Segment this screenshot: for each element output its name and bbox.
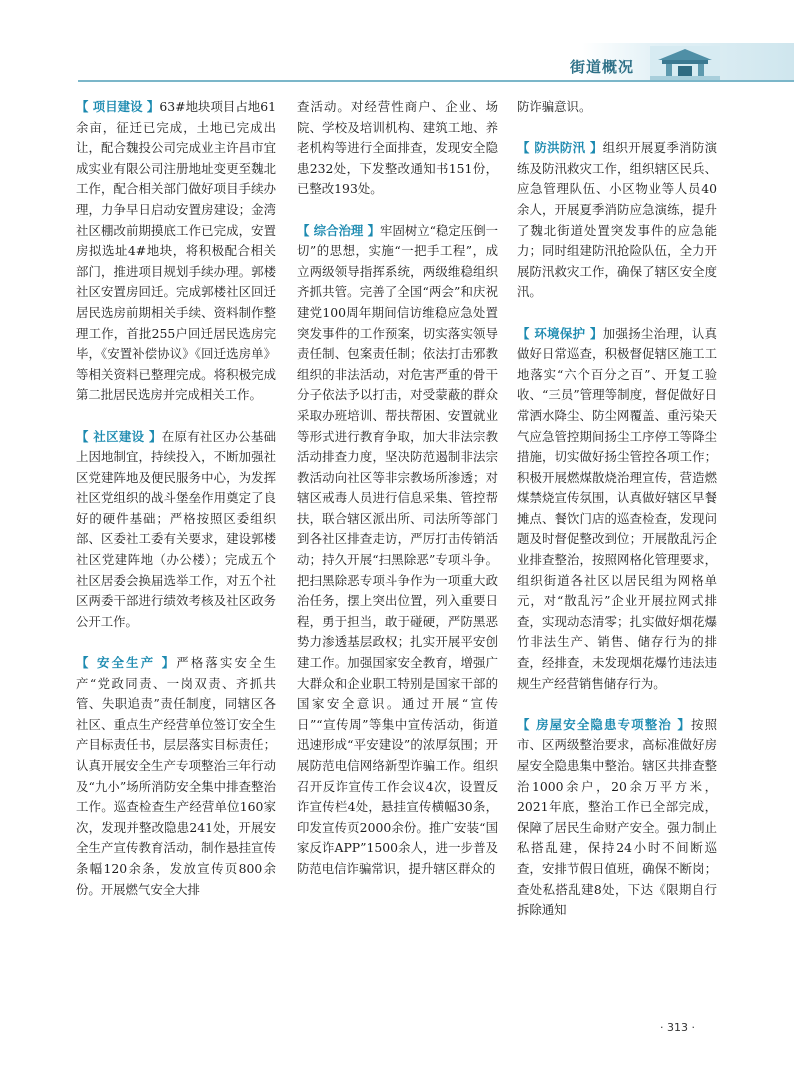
paragraph-text: 查活动。对经营性商户、企业、场院、学校及培训机构、建筑工地、养老机构等进行全面排查，发现安全隐患232处，下发整改通知书151份，已整改193处。 bbox=[297, 99, 498, 197]
section-heading: 【 房屋安全隐患专项整治 】 bbox=[517, 716, 692, 732]
paragraph-text: 牢固树立“稳定压倒一切”的思想，实施“一把手工程”，成立两级领导指挥系统，两级维稳组织齐抓共管。完善了全国“两会”和庆祝建党100周年期间信访维稳应急处置突发事件的工作预案，切实落实领导责任制、包案责任制；依法打击邪教组织的非法活动，对危害严重的骨干分子依法予以打击，对受蒙蔽的群众采取办班培训、帮扶帮困、安置就业等形式进行教育争取，加大非法宗教活动排查力度，坚决防范遏制非法宗教活动向社区等非宗教场所渗透；对辖区戒毒人员进行信息采集、管控帮扶，联合辖区派出所、司法所等部门到各社区排查走访，严厉打击传销活动；持久开展“扫黑除恶”专项斗争。把扫黑除恶专项斗争作为一项重大政治任务，摆上突出位置，列入重要日程，勇于担当，敢于碰硬，严防黑恶势力渗透基层政权；扎实开展平安创建工作。加强国家安全教育，增强广大群众和企业职工特别是国家干部的国家安全意识。通过开展“宣传日”“宣传周”等集中宣传活动，街道迅速形成“平安建设”的浓厚氛围；开展防范电信网络新型诈骗工作。组织召开反诈宣传工作会议4次，设置反诈宣传栏4处，悬挂宣传横幅30条，印发宣传页2000余份。推广安装“国家反诈APP”1500余人，进一步普及防范电信诈骗常识，提升辖区群众的 bbox=[297, 222, 498, 876]
section-heading: 【 环境保护 】 bbox=[517, 325, 603, 341]
paragraph bbox=[517, 324, 717, 695]
paragraph-text: 严格落实安全生产“党政同责、一岗双责、齐抓共管、失职追责”责任制度，同辖区各社区、重点生产经营单位签订安全生产目标责任书，层层落实目标责任；认真开展安全生产专项整治三年行动及“九小”场所消防安全集中排查整治工作。巡查检查生产经营单位160家次，发现并整改隐患241处，开展安全生产宣传教育活动，制作悬挂宣传条幅120余条，发放宣传页800余份。开展燃气安全大排 bbox=[76, 655, 276, 897]
paragraph bbox=[76, 97, 276, 406]
page-number: · 313 · bbox=[660, 1021, 695, 1034]
building-gate-icon bbox=[650, 46, 720, 82]
paragraph bbox=[76, 653, 276, 900]
paragraph-text: 63#地块项目占地61余亩，征迁已完成，土地已完成出让，配合魏投公司完成业主许昌市宜成实业有限公司注册地址变更至魏北工作，配合相关部门做好项目手续办理，力争早日启动安置房建设；金湾社区棚改前期摸底工作已完成，安置房拟选址4#地块，将积极配合相关部门，推进项目规划手续办理。郭楼社区安置房回迁。完成郭楼社区回迁居民选房前期相关手续、资料制作整理工作，首批255户回迁居民选房完毕，《安置补偿协议》《回迁选房单》等相关资料已整理完成。将积极完成第二批居民选房并完成相关工作。 bbox=[76, 99, 276, 403]
section-heading: 【 项目建设 】 bbox=[76, 99, 160, 114]
header-rule bbox=[78, 80, 794, 82]
section-heading: 【 综合治理 】 bbox=[297, 222, 381, 238]
text-column-2 bbox=[297, 97, 498, 1022]
paragraph-text: 防诈骗意识。 bbox=[517, 99, 592, 114]
text-column-1 bbox=[76, 97, 276, 1022]
paragraph-text: 组织开展夏季消防演练及防汛救灾工作，组织辖区民兵、应急管理队伍、小区物业等人员40余人，开展夏季消防应急演练，提升了魏北街道处置突发事件的应急能力；同时组建防汛抢险队伍，全力开展防汛救灾工作，确保了辖区安全度汛。 bbox=[517, 140, 717, 300]
paragraph bbox=[517, 138, 717, 303]
section-heading: 【 防洪防汛 】 bbox=[517, 140, 603, 156]
text-column-3 bbox=[517, 97, 717, 1022]
paragraph bbox=[517, 97, 717, 118]
paragraph bbox=[76, 427, 276, 633]
paragraph bbox=[297, 97, 498, 200]
paragraph-text: 按照市、区两级整治要求，高标准做好房屋安全隐患集中整治。辖区共排查整治1000余户，20余万平方米，2021年底，整治工作已全部完成，保障了居民生命财产安全。强力制止私搭乱建，保持24小时不间断巡查，安排节假日值班，确保不断岗；查处私搭乱建8处，下达《限期自行拆除通知 bbox=[517, 716, 717, 918]
paragraph-text: 加强扬尘治理，认真做好日常巡查，积极督促辖区施工工地落实“六个百分之百”、开复工验收、“三员”管理等制度，督促做好日常洒水降尘、防尘网覆盖、重污染天气应急管控期间扬尘工序停工等降尘措施，切实做好扬尘管控各项工作；积极开展燃煤散烧治理宣传，营造燃煤禁烧宣传氛围，认真做好辖区早餐摊点、餐饮门店的巡查检查，发现问题及时督促整改到位；开展散乱污企业排查整治，按照网格化管理要求，组织街道各社区以居民组为网格单元，对“散乱污”企业开展拉网式排查，实现动态清零；扎实做好烟花爆竹非法生产、销售、储存行为的排查，经排查，未发现烟花爆竹违法违规生产经营销售储存行为。 bbox=[517, 325, 717, 691]
section-heading: 【 安全生产 】 bbox=[76, 655, 177, 671]
section-title: 街道概况 bbox=[570, 58, 635, 76]
paragraph bbox=[517, 715, 717, 921]
section-heading: 【 社区建设 】 bbox=[76, 428, 162, 444]
paragraph-text: 在原有社区办公基础上因地制宜，持续投入，不断加强社区党建阵地及便民服务中心，为发挥社区党组织的战斗堡垒作用奠定了良好的硬件基础；严格按照区委组织部、区委社工委有关要求，建设郭楼社区党建阵地（办公楼）；完成五个社区居委会换届选举工作，对五个社区两委干部进行绩效考核及社区政务公开工作。 bbox=[76, 428, 276, 629]
paragraph bbox=[297, 221, 498, 880]
